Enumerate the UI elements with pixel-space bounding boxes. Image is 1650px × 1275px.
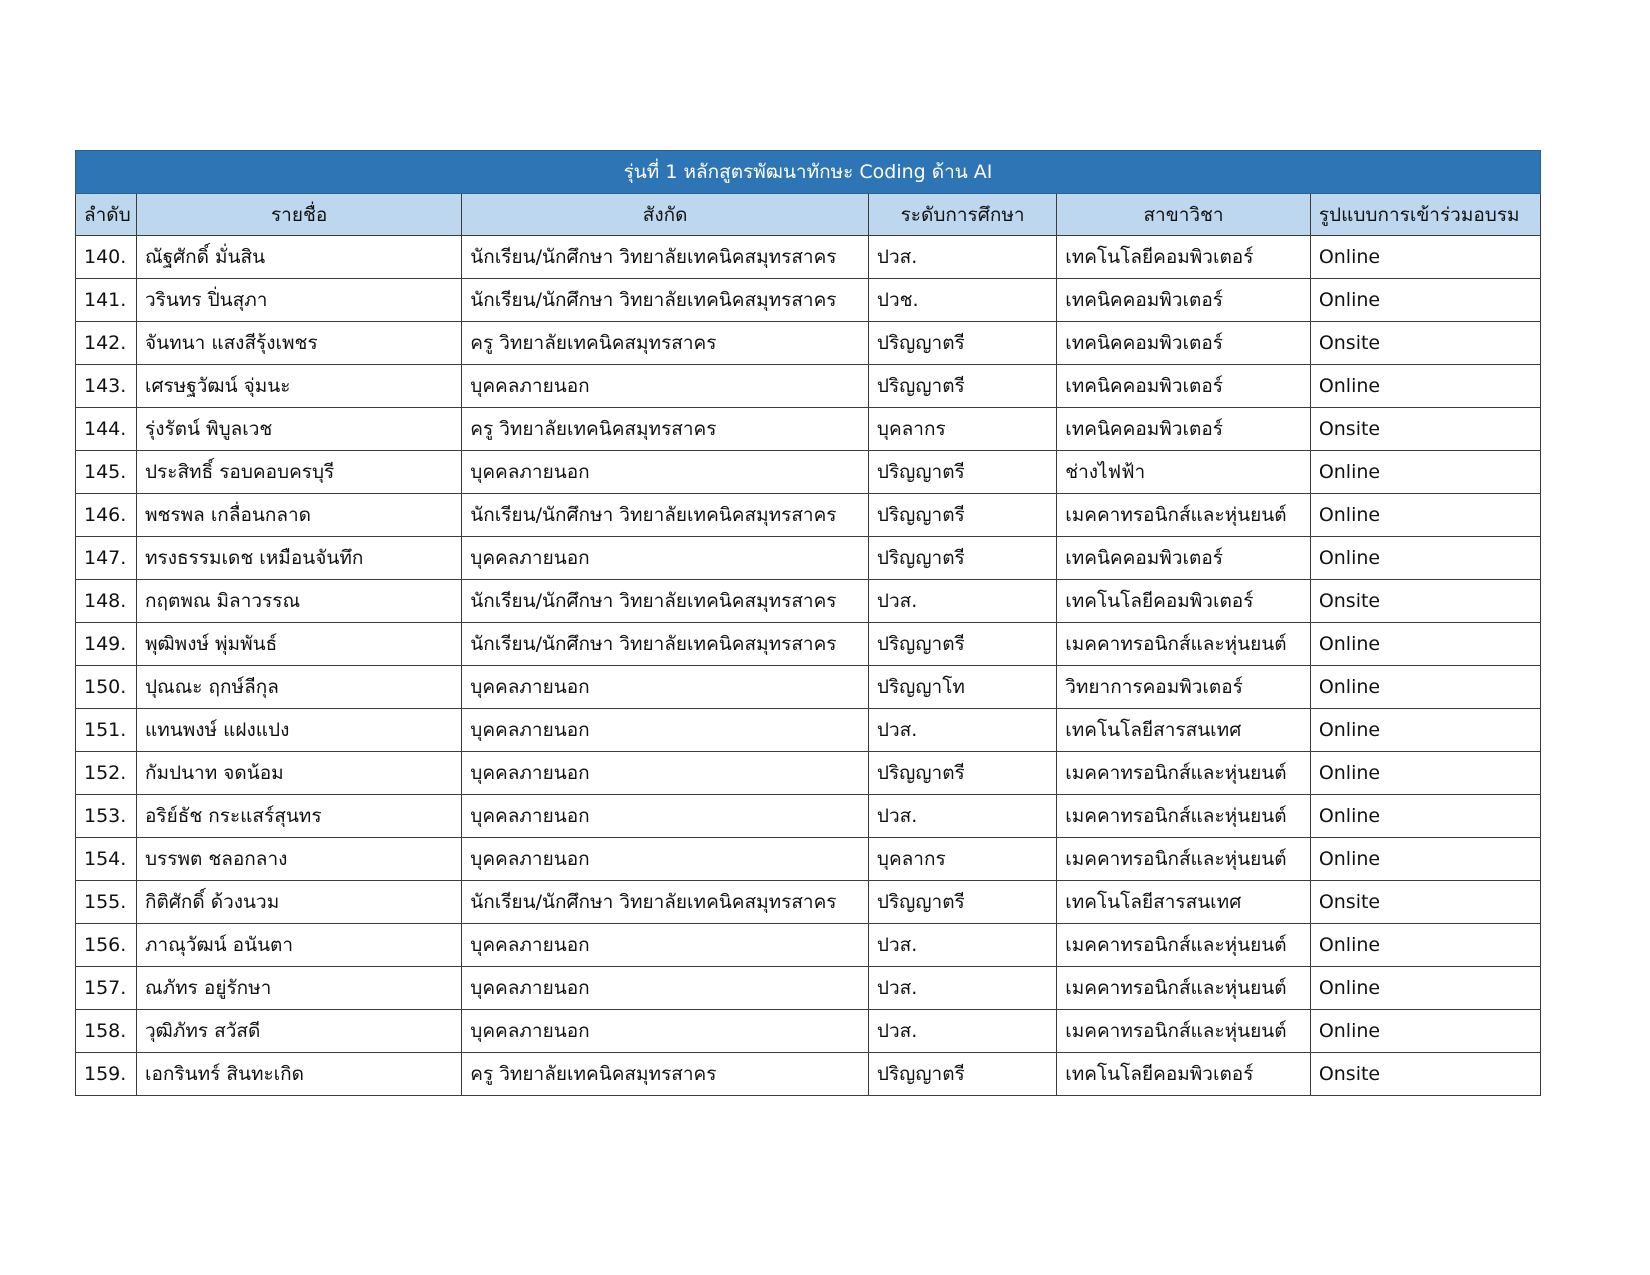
cell-field: เมคคาทรอนิกส์และหุ่นยนต์	[1057, 1010, 1311, 1053]
cell-no: 146.	[76, 494, 137, 537]
cell-org: บุคคลภายนอก	[462, 709, 869, 752]
cell-no: 143.	[76, 365, 137, 408]
table-row	[76, 881, 1541, 924]
cell-no: 152.	[76, 752, 137, 795]
cell-name: ภาณุวัฒน์ อนันตา	[136, 924, 461, 967]
cell-no: 140.	[76, 236, 137, 279]
cell-field: เทคนิคคอมพิวเตอร์	[1057, 322, 1311, 365]
cell-field: วิทยาการคอมพิวเตอร์	[1057, 666, 1311, 709]
cell-mode: Online	[1310, 709, 1540, 752]
cell-field: เมคคาทรอนิกส์และหุ่นยนต์	[1057, 752, 1311, 795]
cell-mode: Online	[1310, 795, 1540, 838]
table-row	[76, 451, 1541, 494]
cell-mode: Online	[1310, 537, 1540, 580]
cell-name: กัมปนาท จดน้อม	[136, 752, 461, 795]
cell-name: พุฒิพงษ์ พุ่มพันธ์	[136, 623, 461, 666]
cell-no: 149.	[76, 623, 137, 666]
table-row	[76, 322, 1541, 365]
cell-mode: Online	[1310, 451, 1540, 494]
cell-level: ปวส.	[868, 236, 1056, 279]
table-row	[76, 838, 1541, 881]
cell-mode: Onsite	[1310, 408, 1540, 451]
cell-field: ช่างไฟฟ้า	[1057, 451, 1311, 494]
table-row	[76, 279, 1541, 322]
cell-level: ปริญญาโท	[868, 666, 1056, 709]
participant-table	[75, 150, 1541, 1096]
cell-name: จันทนา แสงสีรุ้งเพชร	[136, 322, 461, 365]
cell-no: 153.	[76, 795, 137, 838]
cell-name: วุฒิภัทร สวัสดี	[136, 1010, 461, 1053]
cell-name: รุ่งรัตน์ พิบูลเวช	[136, 408, 461, 451]
table-row	[76, 709, 1541, 752]
cell-org: นักเรียน/นักศึกษา วิทยาลัยเทคนิคสมุทรสาคร	[462, 580, 869, 623]
table-row	[76, 795, 1541, 838]
cell-name: อริย์ธัช กระแสร์สุนทร	[136, 795, 461, 838]
cell-org: ครู วิทยาลัยเทคนิคสมุทรสาคร	[462, 408, 869, 451]
table-row	[76, 623, 1541, 666]
cell-name: เศรษฐวัฒน์ จุ่มนะ	[136, 365, 461, 408]
cell-no: 155.	[76, 881, 137, 924]
cell-mode: Online	[1310, 838, 1540, 881]
table-row	[76, 1010, 1541, 1053]
cell-field: เทคโนโลยีสารสนเทศ	[1057, 709, 1311, 752]
header-mode: รูปแบบการเข้าร่วมอบรม	[1310, 194, 1540, 236]
cell-field: เมคคาทรอนิกส์และหุ่นยนต์	[1057, 795, 1311, 838]
cell-field: เทคนิคคอมพิวเตอร์	[1057, 537, 1311, 580]
cell-mode: Online	[1310, 365, 1540, 408]
header-no: ลำดับ	[76, 194, 137, 236]
table-row	[76, 1053, 1541, 1096]
cell-level: ปริญญาตรี	[868, 322, 1056, 365]
table-row	[76, 924, 1541, 967]
cell-org: นักเรียน/นักศึกษา วิทยาลัยเทคนิคสมุทรสาคร	[462, 279, 869, 322]
cell-org: บุคคลภายนอก	[462, 537, 869, 580]
cell-field: เมคคาทรอนิกส์และหุ่นยนต์	[1057, 838, 1311, 881]
cell-org: นักเรียน/นักศึกษา วิทยาลัยเทคนิคสมุทรสาคร	[462, 494, 869, 537]
header-field: สาขาวิชา	[1057, 194, 1311, 236]
cell-name: กฤตพณ มิลาวรรณ	[136, 580, 461, 623]
cell-field: เมคคาทรอนิกส์และหุ่นยนต์	[1057, 494, 1311, 537]
cell-mode: Online	[1310, 924, 1540, 967]
table-title: รุ่นที่ 1 หลักสูตรพัฒนาทักษะ Coding ด้าน AI	[76, 151, 1541, 194]
cell-field: เทคโนโลยีสารสนเทศ	[1057, 881, 1311, 924]
cell-no: 150.	[76, 666, 137, 709]
cell-mode: Online	[1310, 967, 1540, 1010]
cell-name: แทนพงษ์ แฝงแปง	[136, 709, 461, 752]
cell-no: 159.	[76, 1053, 137, 1096]
cell-level: ปริญญาตรี	[868, 451, 1056, 494]
cell-no: 141.	[76, 279, 137, 322]
cell-org: บุคคลภายนอก	[462, 795, 869, 838]
cell-mode: Onsite	[1310, 1053, 1540, 1096]
cell-level: บุคลากร	[868, 838, 1056, 881]
cell-org: ครู วิทยาลัยเทคนิคสมุทรสาคร	[462, 322, 869, 365]
cell-level: ปวส.	[868, 580, 1056, 623]
cell-name: ณภัทร อยู่รักษา	[136, 967, 461, 1010]
cell-org: นักเรียน/นักศึกษา วิทยาลัยเทคนิคสมุทรสาคร	[462, 623, 869, 666]
cell-no: 144.	[76, 408, 137, 451]
table-row	[76, 580, 1541, 623]
cell-name: เอกรินทร์ สินทะเกิด	[136, 1053, 461, 1096]
cell-org: นักเรียน/นักศึกษา วิทยาลัยเทคนิคสมุทรสาคร	[462, 236, 869, 279]
cell-mode: Online	[1310, 494, 1540, 537]
cell-mode: Online	[1310, 236, 1540, 279]
cell-no: 147.	[76, 537, 137, 580]
cell-no: 158.	[76, 1010, 137, 1053]
cell-no: 154.	[76, 838, 137, 881]
table-body	[76, 236, 1541, 1096]
cell-no: 156.	[76, 924, 137, 967]
cell-mode: Online	[1310, 623, 1540, 666]
cell-org: บุคคลภายนอก	[462, 752, 869, 795]
cell-level: ปริญญาตรี	[868, 365, 1056, 408]
table-row	[76, 752, 1541, 795]
cell-name: บรรพต ชลอกลาง	[136, 838, 461, 881]
table-row	[76, 236, 1541, 279]
cell-org: บุคคลภายนอก	[462, 666, 869, 709]
cell-level: ปวส.	[868, 1010, 1056, 1053]
cell-mode: Onsite	[1310, 322, 1540, 365]
cell-name: วรินทร ปิ่นสุภา	[136, 279, 461, 322]
cell-level: ปวส.	[868, 709, 1056, 752]
cell-org: บุคคลภายนอก	[462, 1010, 869, 1053]
cell-mode: Online	[1310, 752, 1540, 795]
cell-level: ปริญญาตรี	[868, 623, 1056, 666]
table-row	[76, 666, 1541, 709]
cell-no: 148.	[76, 580, 137, 623]
cell-name: พชรพล เกลื่อนกลาด	[136, 494, 461, 537]
cell-mode: Onsite	[1310, 580, 1540, 623]
cell-level: ปวส.	[868, 924, 1056, 967]
cell-mode: Online	[1310, 666, 1540, 709]
cell-org: ครู วิทยาลัยเทคนิคสมุทรสาคร	[462, 1053, 869, 1096]
cell-field: เทคโนโลยีคอมพิวเตอร์	[1057, 236, 1311, 279]
cell-level: ปริญญาตรี	[868, 494, 1056, 537]
cell-level: ปริญญาตรี	[868, 881, 1056, 924]
cell-field: เทคโนโลยีคอมพิวเตอร์	[1057, 1053, 1311, 1096]
table-row	[76, 365, 1541, 408]
cell-level: ปวส.	[868, 967, 1056, 1010]
cell-no: 145.	[76, 451, 137, 494]
cell-name: ปุณณะ ฤกษ์ลีกุล	[136, 666, 461, 709]
table-title-row	[76, 151, 1541, 194]
table-row	[76, 494, 1541, 537]
cell-field: เทคนิคคอมพิวเตอร์	[1057, 365, 1311, 408]
table-header-row	[76, 194, 1541, 236]
cell-level: บุคลากร	[868, 408, 1056, 451]
cell-field: เมคคาทรอนิกส์และหุ่นยนต์	[1057, 623, 1311, 666]
cell-org: บุคคลภายนอก	[462, 451, 869, 494]
table-row	[76, 537, 1541, 580]
cell-field: เมคคาทรอนิกส์และหุ่นยนต์	[1057, 924, 1311, 967]
cell-mode: Online	[1310, 1010, 1540, 1053]
table-row	[76, 408, 1541, 451]
cell-mode: Online	[1310, 279, 1540, 322]
cell-org: นักเรียน/นักศึกษา วิทยาลัยเทคนิคสมุทรสาคร	[462, 881, 869, 924]
cell-level: ปริญญาตรี	[868, 752, 1056, 795]
header-org: สังกัด	[462, 194, 869, 236]
cell-no: 142.	[76, 322, 137, 365]
cell-name: ทรงธรรมเดช เหมือนจันทึก	[136, 537, 461, 580]
header-name: รายชื่อ	[136, 194, 461, 236]
cell-no: 157.	[76, 967, 137, 1010]
cell-name: กิติศักดิ์ ด้วงนวม	[136, 881, 461, 924]
cell-field: เทคนิคคอมพิวเตอร์	[1057, 408, 1311, 451]
cell-org: บุคคลภายนอก	[462, 838, 869, 881]
cell-field: เทคโนโลยีคอมพิวเตอร์	[1057, 580, 1311, 623]
cell-level: ปริญญาตรี	[868, 1053, 1056, 1096]
cell-name: ณัฐศักดิ์ มั่นสิน	[136, 236, 461, 279]
cell-no: 151.	[76, 709, 137, 752]
cell-level: ปวส.	[868, 795, 1056, 838]
cell-name: ประสิทธิ์ รอบคอบครบุรี	[136, 451, 461, 494]
cell-field: เทคนิคคอมพิวเตอร์	[1057, 279, 1311, 322]
cell-level: ปริญญาตรี	[868, 537, 1056, 580]
participant-sheet	[75, 150, 1541, 1096]
header-level: ระดับการศึกษา	[868, 194, 1056, 236]
cell-level: ปวช.	[868, 279, 1056, 322]
cell-org: บุคคลภายนอก	[462, 365, 869, 408]
cell-org: บุคคลภายนอก	[462, 924, 869, 967]
table-row	[76, 967, 1541, 1010]
cell-field: เมคคาทรอนิกส์และหุ่นยนต์	[1057, 967, 1311, 1010]
cell-mode: Onsite	[1310, 881, 1540, 924]
cell-org: บุคคลภายนอก	[462, 967, 869, 1010]
